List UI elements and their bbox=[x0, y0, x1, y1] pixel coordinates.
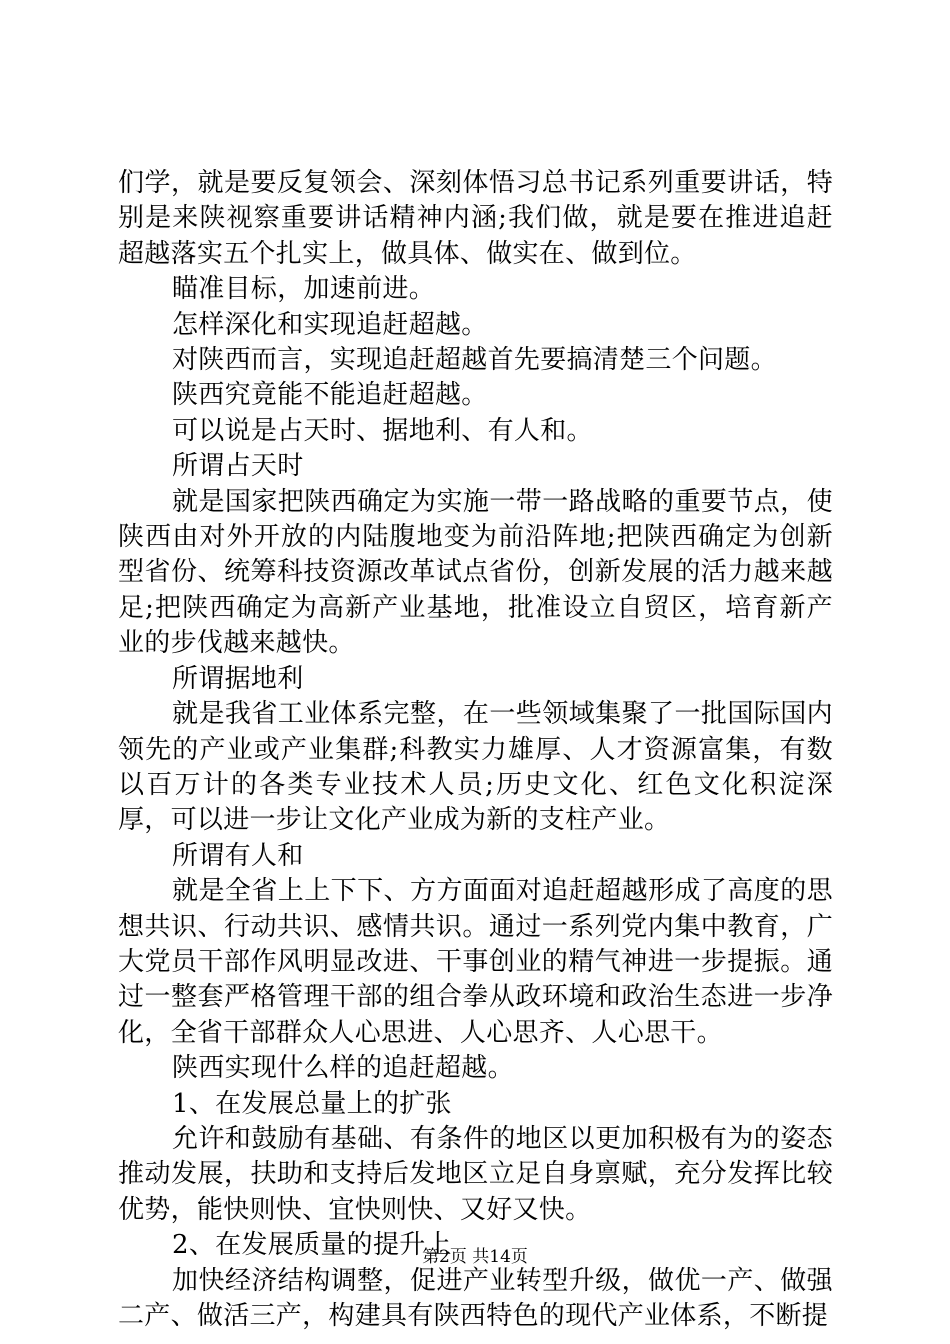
section-heading: 所谓占天时 bbox=[172, 451, 304, 482]
paragraph: 可以说是占天时、据地利、有人和。 bbox=[172, 415, 593, 446]
paragraph: 们学，就是要反复领会、深刻体悟习总书记系列重要讲话，特别是来陕视察重要讲话精神内涵;我们做，就是要在推进追赶超越落实五个扎实上，做具体、做实在、做到位。 bbox=[118, 168, 833, 269]
paragraph: 对陕西而言，实现追赶超越首先要搞清楚三个问题。 bbox=[172, 345, 777, 376]
page-footer: 第2页 共14页 bbox=[422, 1247, 528, 1267]
paragraph: 怎样深化和实现追赶超越。 bbox=[172, 309, 488, 340]
paragraph: 就是全省上上下下、方方面面对追赶超越形成了高度的思想共识、行动共识、感情共识。通过一系列党内集中教育，广大党员干部作风明显改进、干事创业的精气神进一步提振。通过一整套严格管理干部的组合拳从政环境和政治生态进一步净化，全省干部群众人心思进、人心思齐、人心思干。 bbox=[118, 876, 833, 1048]
paragraph: 允许和鼓励有基础、有条件的地区以更加积极有为的姿态推动发展，扶助和支持后发地区立足自身禀赋，充分发挥比较优势，能快则快、宜快则快、又好又快。 bbox=[118, 1123, 833, 1225]
document-body bbox=[118, 166, 833, 1334]
paragraph: 就是国家把陕西确定为实施一带一路战略的重要节点，使陕西由对外开放的内陆腹地变为前沿阵地;把陕西确定为创新型省份、统筹科技资源改革试点省份，创新发展的活力越来越足;把陕西确定为高新产业基地，批准设立自贸区，培育新产业的步伐越来越快。 bbox=[118, 486, 833, 659]
paragraph: 瞄准目标，加速前进。 bbox=[172, 274, 436, 305]
paragraph: 加快经济结构调整，促进产业转型升级，做优一产、做强二产、做活三产，构建具有陕西特色的现代产业体系，不断提 bbox=[118, 1265, 833, 1331]
paragraph: 就是我省工业体系完整，在一些领域集聚了一批国际国内领先的产业或产业集群;科教实力雄厚、人才资源富集，有数以百万计的各类专业技术人员;历史文化、红色文化积淀深厚，可以进一步让文化产业成为新的支柱产业。 bbox=[118, 699, 833, 836]
section-heading: 所谓据地利 bbox=[172, 663, 304, 694]
section-heading: 1、在发展总量上的扩张 bbox=[172, 1088, 452, 1119]
paragraph: 陕西实现什么样的追赶超越。 bbox=[172, 1053, 514, 1084]
section-heading: 2、在发展质量的提升上 bbox=[172, 1230, 452, 1261]
section-heading: 所谓有人和 bbox=[172, 840, 304, 871]
paragraph: 陕西究竟能不能追赶超越。 bbox=[172, 380, 488, 411]
